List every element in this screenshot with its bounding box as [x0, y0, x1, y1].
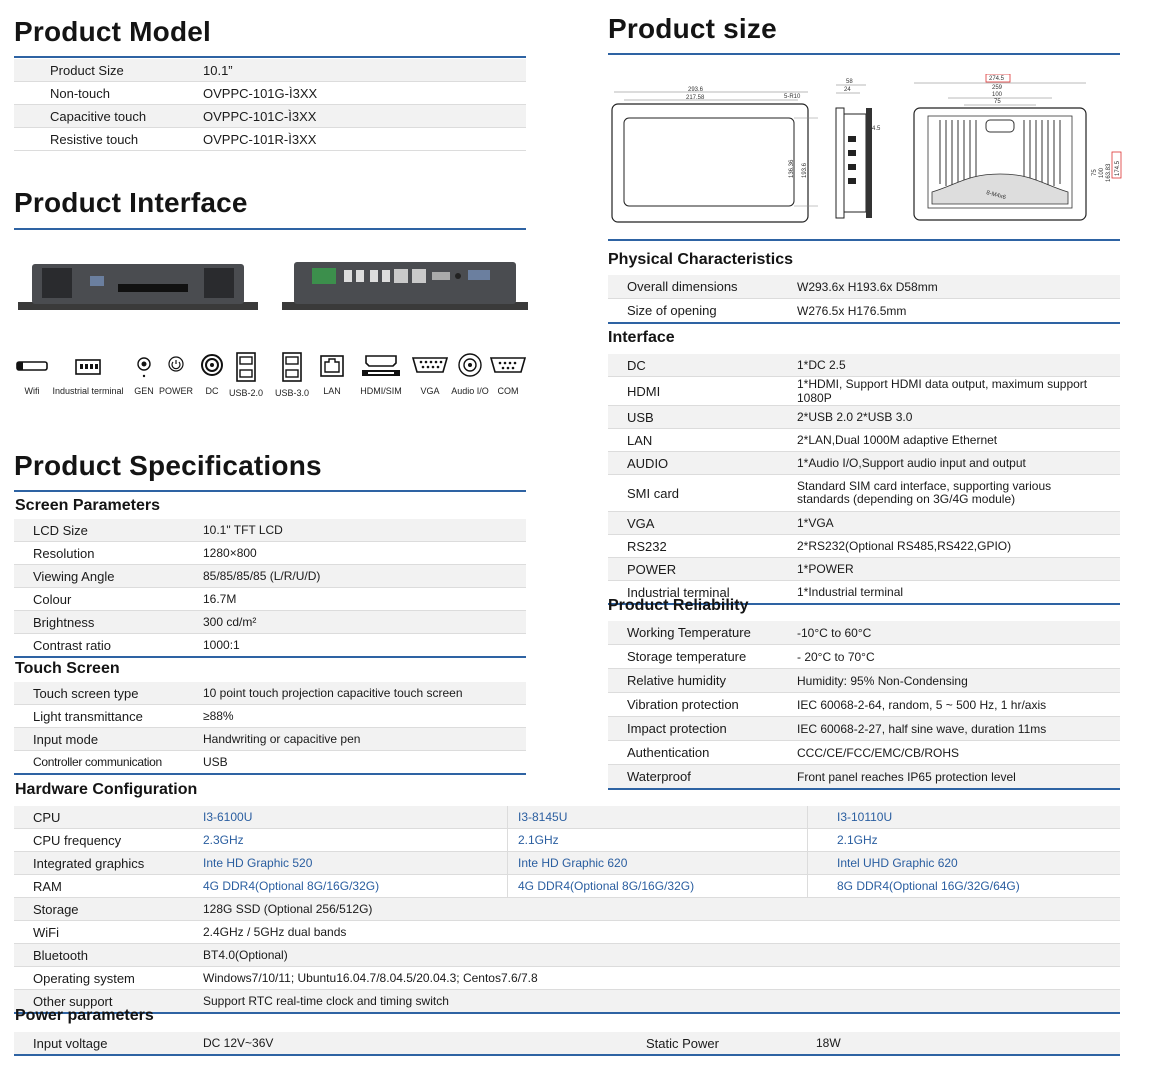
spec-label: Other support [14, 990, 203, 1014]
device-side-view-left [18, 258, 258, 314]
dc-icon [198, 352, 226, 396]
spec-value: BT4.0(Optional) [203, 944, 1120, 967]
spec-value: 2*RS232(Optional RS485,RS422,GPIO) [797, 535, 1120, 558]
spec-value: 1*DC 2.5 [797, 354, 1120, 377]
hardware-configuration-heading: Hardware Configuration [15, 781, 198, 798]
back-view [914, 74, 1121, 220]
spec-value: Standard SIM card interface, supporting various standards (depending on 3G/4G module) [797, 475, 1120, 512]
spec-label: DC [608, 354, 797, 377]
spec-label: SMI card [608, 475, 797, 512]
spec-label: RS232 [608, 535, 797, 558]
svg-text:4.5: 4.5 [872, 126, 881, 132]
product-model-table [14, 59, 526, 151]
screen-parameters-table [14, 519, 526, 658]
product-specifications-title: Product Specifications [14, 450, 322, 481]
spec-label: Impact protection [608, 717, 797, 741]
spec-value: 1280×800 [203, 542, 526, 565]
svg-text:174.5: 174.5 [1115, 160, 1121, 176]
lan-icon [316, 352, 348, 396]
physical-table [608, 275, 1120, 324]
model-label: Product Size [14, 59, 203, 82]
model-label: Capacitive touch [14, 105, 203, 128]
spec-label: Contrast ratio [14, 634, 203, 658]
spec-label: Industrial terminal [608, 581, 797, 605]
spec-value: 2*USB 2.0 2*USB 3.0 [797, 406, 1120, 429]
spec-label: Input mode [14, 728, 203, 751]
screen-parameters-heading: Screen Parameters [15, 497, 160, 514]
spec-label: Working Temperature [608, 621, 797, 645]
spec-label: Overall dimensions [608, 275, 797, 299]
com-icon [488, 352, 528, 396]
spec-value: 1*VGA [797, 512, 1120, 535]
icon-label: USB-2.0 [228, 388, 263, 398]
spec-label: Touch screen type [14, 682, 203, 705]
spec-value: 300 cd/m² [203, 611, 526, 634]
title-rule [14, 56, 526, 58]
spec-value: 2.1GHz [508, 829, 808, 852]
spec-value: Support RTC real-time clock and timing switch [203, 990, 1120, 1014]
spec-value: Inte HD Graphic 620 [508, 852, 808, 875]
spec-value: 2.3GHz [203, 829, 508, 852]
title-rule [608, 239, 1120, 241]
spec-label: VGA [608, 512, 797, 535]
touch-screen-table [14, 682, 526, 775]
spec-value: DC 12V~36V [203, 1032, 627, 1055]
device-side-view-right [282, 256, 528, 314]
spec-value: 1000:1 [203, 634, 526, 658]
power-table [14, 1032, 1120, 1056]
spec-value: W293.6x H193.6x D58mm [797, 275, 1120, 299]
title-rule [14, 228, 526, 230]
spec-value: 10 point touch projection capacitive touch screen [203, 682, 526, 705]
svg-text:293.6: 293.6 [688, 87, 704, 93]
product-interface-title: Product Interface [14, 187, 248, 218]
icon-label: POWER [158, 386, 193, 396]
model-label: Non-touch [14, 82, 203, 105]
spec-value: Humidity: 95% Non-Condensing [797, 669, 1120, 693]
spec-value: Front panel reaches IP65 protection level [797, 765, 1120, 790]
spec-label: HDMI [608, 377, 797, 406]
spec-value: CCC/CE/FCC/EMC/CB/ROHS [797, 741, 1120, 765]
spec-value: 1*Audio I/O,Support audio input and output [797, 452, 1120, 475]
icon-label: HDMI/SIM [360, 386, 402, 396]
model-value: OVPPC-101R-Ì3XX [203, 128, 526, 151]
spec-value: I3-8145U [508, 806, 808, 829]
spec-value: -10°C to 60°C [797, 621, 1120, 645]
spec-value: 8G DDR4(Optional 16G/32G/64G) [808, 875, 1121, 898]
icon-label: USB-3.0 [274, 388, 309, 398]
svg-text:259: 259 [992, 85, 1003, 91]
interface-icons [14, 352, 534, 412]
spec-value: Handwriting or capacitive pen [203, 728, 526, 751]
spec-value: 18W [816, 1032, 1120, 1055]
icon-label: VGA [420, 386, 440, 396]
spec-label: Light transmittance [14, 705, 203, 728]
product-model-title: Product Model [14, 16, 212, 47]
audio-io-icon [450, 352, 490, 396]
hardware-table [14, 806, 1120, 1014]
power-icon [158, 352, 194, 396]
model-label: Resistive touch [14, 128, 203, 151]
spec-label: Controller communication [14, 751, 203, 775]
title-rule [608, 53, 1120, 55]
product-size-title: Product size [608, 13, 777, 44]
icon-label: GEN [134, 386, 154, 396]
interface-table [608, 354, 1120, 605]
spec-value: - 20°C to 70°C [797, 645, 1120, 669]
power-parameters-heading: Power parameters [15, 1007, 154, 1024]
spec-label: RAM [14, 875, 203, 898]
spec-label: Integrated graphics [14, 852, 203, 875]
touch-screen-heading: Touch Screen [15, 660, 120, 677]
front-view [612, 87, 818, 222]
gen-icon [130, 352, 158, 396]
spec-value: 10.1" TFT LCD [203, 519, 526, 542]
svg-text:100: 100 [1099, 167, 1105, 178]
spec-value: IEC 60068-2-27, half sine wave, duration 11ms [797, 717, 1120, 741]
svg-text:217.58: 217.58 [686, 95, 705, 101]
spec-label: Viewing Angle [14, 565, 203, 588]
spec-value: 16.7M [203, 588, 526, 611]
spec-label: Size of opening [608, 299, 797, 324]
icon-label: Industrial terminal [52, 386, 124, 396]
svg-text:58: 58 [846, 79, 853, 85]
usb2-icon [226, 352, 266, 398]
icon-label: LAN [323, 386, 341, 396]
svg-text:193.6: 193.6 [802, 162, 808, 178]
hdmi-sim-icon [356, 352, 406, 396]
spec-label: Resolution [14, 542, 203, 565]
spec-label: USB [608, 406, 797, 429]
spec-label: WiFi [14, 921, 203, 944]
spec-label: CPU frequency [14, 829, 203, 852]
spec-label: Relative humidity [608, 669, 797, 693]
svg-text:5-R10: 5-R10 [784, 94, 801, 100]
spec-label: POWER [608, 558, 797, 581]
spec-label: LCD Size [14, 519, 203, 542]
spec-value: I3-10110U [808, 806, 1121, 829]
svg-text:75: 75 [1092, 169, 1098, 176]
spec-value: Intel UHD Graphic 620 [808, 852, 1121, 875]
svg-text:8-M4x6: 8-M4x6 [985, 190, 1007, 202]
svg-text:136.36: 136.36 [789, 159, 795, 178]
industrial-terminal-icon [50, 352, 126, 396]
dimension-drawing [608, 74, 1124, 230]
interface-heading: Interface [608, 329, 675, 346]
spec-value: 128G SSD (Optional 256/512G) [203, 898, 1120, 921]
spec-value: IEC 60068-2-64, random, 5 ~ 500 Hz, 1 hr/axis [797, 693, 1120, 717]
spec-value: 1*Industrial terminal [797, 581, 1120, 605]
spec-label: Storage temperature [608, 645, 797, 669]
spec-value: Inte HD Graphic 520 [203, 852, 508, 875]
spec-label: LAN [608, 429, 797, 452]
spec-label: Brightness [14, 611, 203, 634]
product-reliability-heading: Product Reliability [608, 597, 749, 614]
spec-value: W276.5x H176.5mm [797, 299, 1120, 324]
spec-label: Bluetooth [14, 944, 203, 967]
icon-label: Wifi [24, 386, 40, 396]
svg-text:100: 100 [992, 92, 1003, 98]
title-rule [14, 490, 526, 492]
usb3-icon [272, 352, 312, 398]
spec-label: Static Power [627, 1032, 816, 1055]
spec-label: AUDIO [608, 452, 797, 475]
icon-label: DC [205, 386, 219, 396]
spec-value: 1*POWER [797, 558, 1120, 581]
spec-value: Windows7/10/11; Ubuntu16.04.7/8.04.5/20.04.3; Centos7.6/7.8 [203, 967, 1120, 990]
spec-value: 2.4GHz / 5GHz dual bands [203, 921, 1120, 944]
spec-value: USB [203, 751, 526, 775]
spec-value: 2*LAN,Dual 1000M adaptive Ethernet [797, 429, 1120, 452]
spec-label: Waterproof [608, 765, 797, 790]
svg-text:274.5: 274.5 [989, 76, 1005, 82]
reliability-table [608, 621, 1120, 790]
icon-label: COM [497, 386, 519, 396]
vga-icon [410, 352, 450, 396]
model-value: OVPPC-101G-Ì3XX [203, 82, 526, 105]
svg-text:24: 24 [844, 87, 851, 93]
physical-characteristics-heading: Physical Characteristics [608, 251, 793, 268]
spec-value: 4G DDR4(Optional 8G/16G/32G) [508, 875, 808, 898]
svg-text:163.83: 163.83 [1106, 163, 1112, 182]
spec-value: 2.1GHz [808, 829, 1121, 852]
spec-value: 4G DDR4(Optional 8G/16G/32G) [203, 875, 508, 898]
spec-label: Storage [14, 898, 203, 921]
spec-label: Authentication [608, 741, 797, 765]
spec-value: 1*HDMI, Support HDMI data output, maximum support 1080P [797, 377, 1120, 406]
spec-label: Colour [14, 588, 203, 611]
side-view [836, 79, 881, 218]
spec-label: Input voltage [14, 1032, 203, 1055]
svg-text:75: 75 [994, 99, 1001, 105]
spec-label: Operating system [14, 967, 203, 990]
spec-value: 85/85/85/85 (L/R/U/D) [203, 565, 526, 588]
spec-value: ≥88% [203, 705, 526, 728]
spec-label: CPU [14, 806, 203, 829]
wifi-icon [14, 352, 50, 396]
spec-value: I3-6100U [203, 806, 508, 829]
spec-label: Vibration protection [608, 693, 797, 717]
model-value: 10.1” [203, 59, 526, 82]
icon-label: Audio I/O [451, 386, 489, 396]
model-value: OVPPC-101C-Ì3XX [203, 105, 526, 128]
